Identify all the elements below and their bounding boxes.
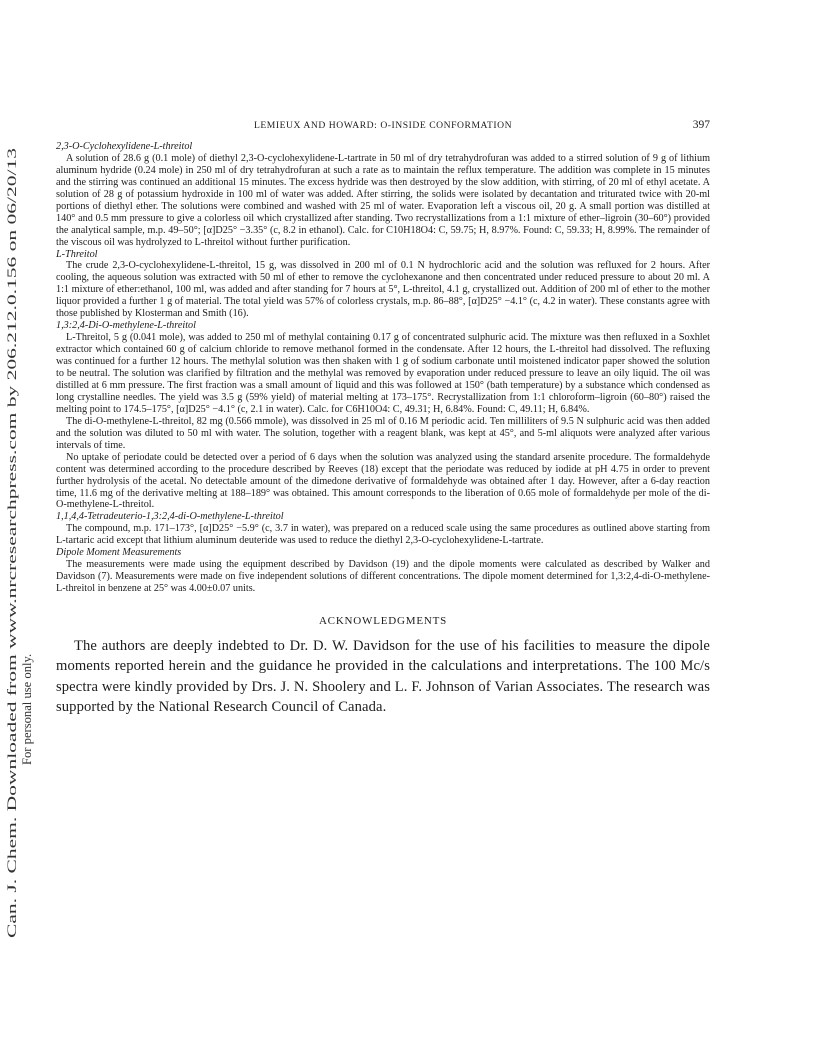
download-watermark: [3, 140, 39, 940]
paragraph: The measurements were made using the equipment described by Davidson (19) and the dipole moments were calculated as described by Walker and Davidson (7). Measurements were made on five independent solutions of different concentrations. The dipole moment determined for 1,3:2,4-di-O-methylene-L-threitol in benzene at 25° was 4.00±0.07 units.: [56, 559, 710, 595]
paragraph: A solution of 28.6 g (0.1 mole) of diethyl 2,3-O-cyclohexylidene-L-tartrate in 50 ml of dry tetrahydrofuran was added to a stirred solution of 9 g of lithium aluminum hydride (0.24 mole) in 250 ml of dry tetrahydrofuran at such a rate as to maintain the reflux temperature. The addition was complete in 15 minutes and the stirring was continued an additional 15 minutes. The excess hydride was then destroyed by the slow addition, with stirring, of 20 ml of ethyl acetate. A solution of 28 g of potassium hydroxide in 100 ml of water was added. After stirring, the solids were isolated by decantation and triturated twice with 20-ml portions of diethyl ether. The solutions were combined and washed with 25 ml of water. Evaporation left a viscous oil, 20 g. A small portion was distilled at 140° and 0.5 mm pressure to give a colorless oil which crystallized after standing. Two recrystallizations from a 1:1 mixture of ether–ligroin (30–60°) provided the analytical sample, m.p. 49–50°; [α]D25° −3.35° (c, 8.2 in ethanol). Calc. for C10H18O4: C, 59.75; H, 8.97%. Found: C, 59.33; H, 8.99%. The remainder of the viscous oil was hydrolyzed to L-threitol without further purification.: [56, 152, 710, 248]
section-dipole-moment: [56, 547, 710, 595]
section-l-threitol: [56, 249, 710, 321]
paragraph: L-Threitol, 5 g (0.041 mole), was added to 250 ml of methylal containing 0.17 g of concentrated sulphuric acid. The mixture was then refluxed in a Soxhlet extractor which contained 60 g of calcium chloride to remove methanol formed in the condensate. After 12 hours, the L-threitol had dissolved. The refluxing was continued for a further 12 hours. The methylal solution was then shaken with 1 g of sodium carbonate until moistened indicator paper showed the solution to be neutral. The solution was clarified by filtration and the methylal was removed by evaporation under reduced pressure to leave an oily liquid. The oil was distilled at 6 mm pressure. The first fraction was a small amount of liquid and this was followed at 150° (bath temperature) by a substance which condensed as long crystalline needles. The yield was 3.5 g (59% yield) of material melting at 173–175°. Recrystallization from 1:1 chloroform–ligroin (60–80°) raised the melting point to 174.5–175°, [α]D25° −4.1° (c, 2.1 in water). Calc. for C6H10O4: C, 49.31; H, 6.84%. Found: C, 49.11; H, 6.84%.: [56, 332, 710, 415]
section-title: 1,1,4,4-Tetradeuterio-1,3:2,4-di-O-methylene-L-threitol: [56, 511, 284, 523]
acknowledgments-heading: ACKNOWLEDGMENTS: [318, 614, 448, 627]
watermark-line-1: Can. J. Chem. Downloaded from www.nrcresearchpress.com by 206.212.0.156 on 06/20/13: [5, 475, 19, 938]
paragraph: The di-O-methylene-L-threitol, 82 mg (0.566 mmole), was dissolved in 25 ml of 0.16 M periodic acid. Ten milliliters of 9.5 N sulphuric acid was then added and the solution was diluted to 50 ml with water. The solution, together with a reagent blank, was kept at 45°, and 5-ml aliquots were analyzed after various intervals of time.: [56, 415, 710, 451]
article-body: [56, 141, 710, 718]
watermark-line-2: For personal use only.: [20, 653, 34, 765]
paragraph: No uptake of periodate could be detected over a period of 6 days when the solution was analyzed using the standard arsenite procedure. The formaldehyde content was determined according to the procedure described by Reeves (18) except that the periodate was reduced by iodide at pH 4.75 in order to prevent further hydrolysis of the acetal. No detectable amount of the dimedone derivative of formaldehyde was obtained after 1 day. However, after a 6-day reaction time, 11.6 mg of the derivative melting at 188–189° was obtained. This amount corresponds to the liberation of 0.65 mole of formaldehyde per mole of the di-O-methylene-L-threitol.: [56, 451, 710, 511]
section-cyclohexylidene-threitol: [56, 141, 710, 249]
page-header: [56, 120, 710, 136]
section-title: 2,3-O-Cyclohexylidene-L-threitol: [56, 141, 193, 152]
paragraph: The crude 2,3-O-cyclohexylidene-L-threitol, 15 g, was dissolved in 200 ml of 0.1 N hydrochloric acid and the solution was refluxed for 2 hours. After cooling, the aqueous solution was extracted with 50 ml of ether to remove the cyclohexanone and then concentrated under reduced pressure to about 20 ml. A 1:1 mixture of ether:ethanol, 100 ml, was added and after standing for 7 hours at 5°, L-threitol, 4.1 g, crystallized out. Addition of 200 ml of ether to the mother liquor provided a further 1 g of material. The total yield was 57% of colorless crystals, m.p. 86–88°, [α]D25° −4.1° (c, 4.2 in water). These constants agree with those published by Klosterman and Smith (16).: [56, 260, 710, 320]
paragraph: The compound, m.p. 171–173°, [α]D25° −5.9° (c, 3.7 in water), was prepared on a reduced scale using the same procedures as outlined above starting from L-tartaric acid except that lithium aluminum deuteride was used to reduce the diethyl 2,3-O-cyclohexylidene-L-tartrate.: [56, 523, 710, 547]
running-head: LEMIEUX AND HOWARD: O-INSIDE CONFORMATION: [253, 120, 513, 131]
section-title: L-Threitol: [56, 248, 98, 260]
section-title: 1,3:2,4-Di-O-methylene-L-threitol: [56, 320, 196, 332]
section-title: Dipole Moment Measurements: [56, 547, 182, 559]
section-tetradeuterio-threitol: [56, 511, 710, 547]
page-number: 397: [692, 119, 710, 131]
section-di-o-methylene-threitol: [56, 320, 710, 511]
acknowledgments-text: The authors are deeply indebted to Dr. D. W. Davidson for the use of his facilities to measure the dipole moments reported herein and the guidance he provided in the calculations and interpretations. The 100 Mc/s spectra were kindly provided by Drs. J. N. Shoolery and L. F. Johnson of Varian Associates. The research was supported by the National Research Council of Canada.: [56, 637, 710, 716]
